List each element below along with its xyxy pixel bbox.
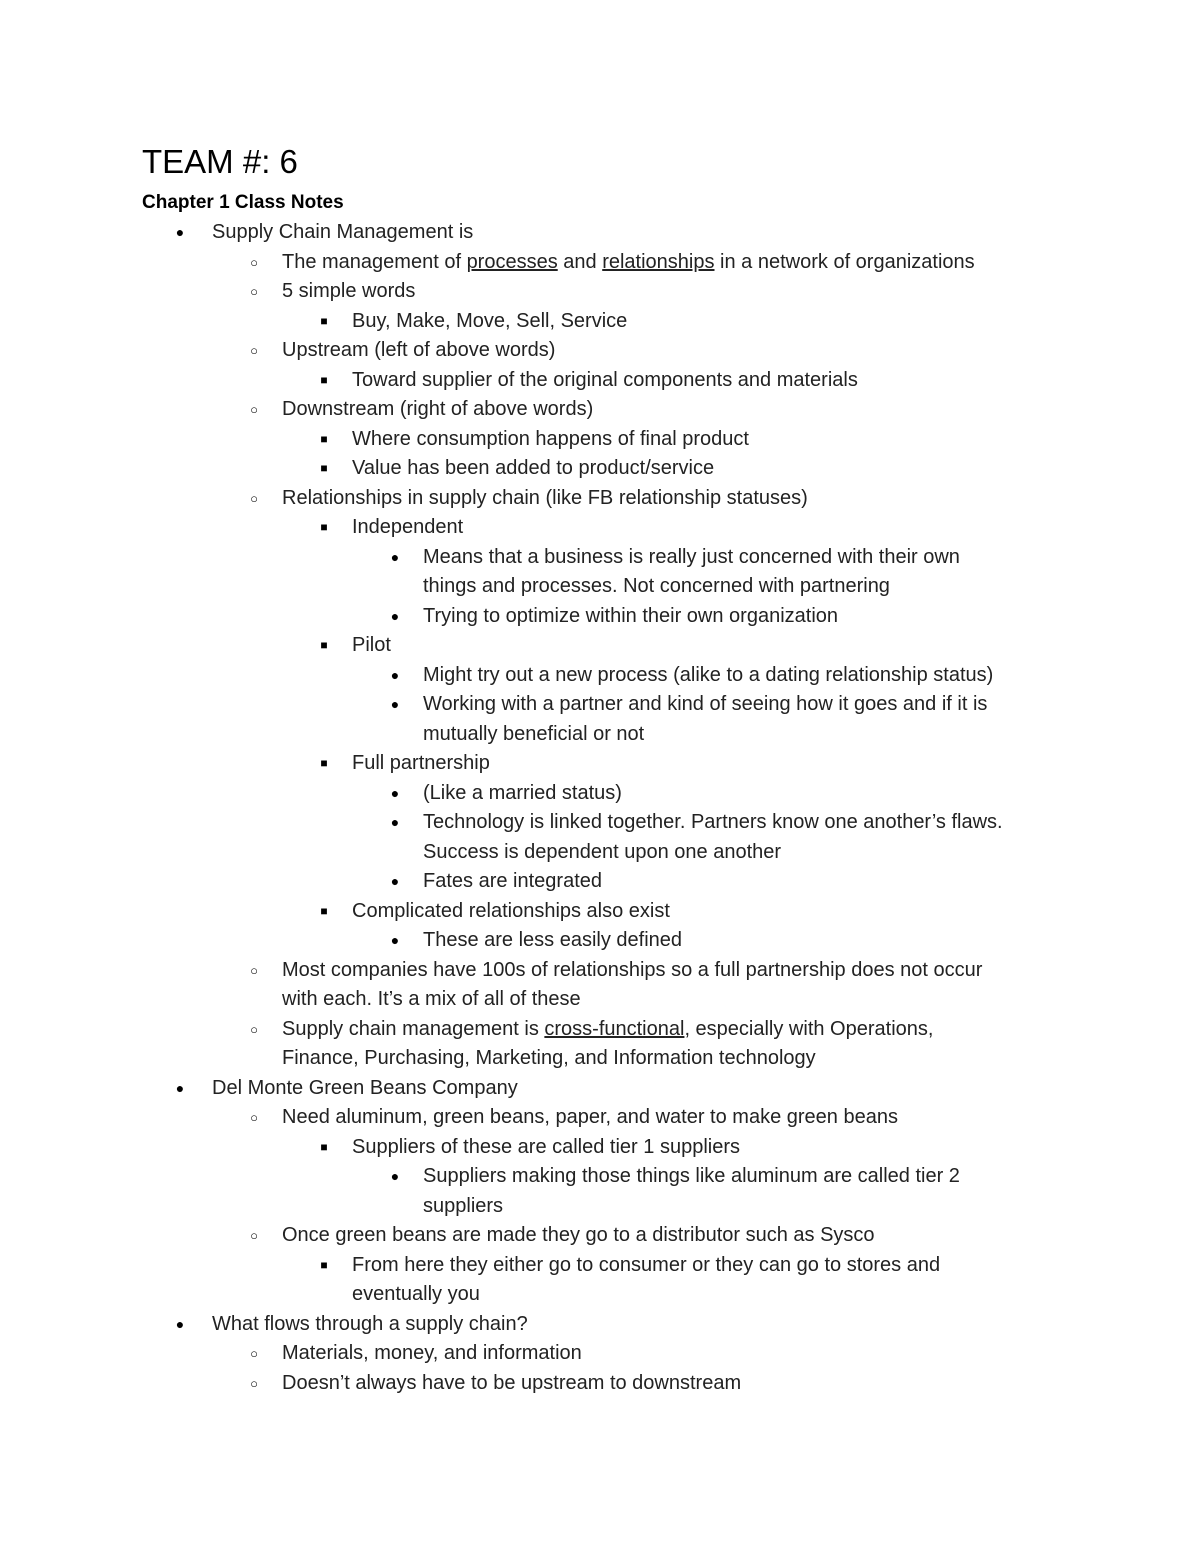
underlined-term: cross-functional (544, 1017, 685, 1040)
list-item (0, 484, 1200, 514)
square-bullet-icon: ■ (320, 638, 328, 652)
item-text: The management of (282, 250, 467, 273)
item-text: Relationships in supply chain (like FB relationship statuses) (282, 486, 808, 509)
page-title: TEAM #: 6 (142, 143, 298, 180)
item-text: Might try out a new process (alike to a dating relationship status) (423, 663, 994, 686)
item-text: Supply Chain Management is (212, 221, 474, 243)
disc-bullet-icon: ● (390, 873, 400, 889)
disc-bullet-icon: ● (390, 932, 400, 948)
list-item (0, 1015, 1200, 1045)
item-text: things and processes. Not concerned with partnering (423, 575, 890, 597)
list-item (0, 631, 1200, 661)
list-item (0, 425, 1200, 455)
list-item (0, 218, 1200, 248)
disc-bullet-icon: ● (390, 607, 400, 624)
disc-bullet-icon: ● (390, 784, 400, 801)
item-text: Suppliers making those things like aluminum are called tier 2 (423, 1165, 960, 1187)
circle-bullet-icon: ○ (250, 254, 258, 270)
circle-bullet-icon: ○ (250, 402, 258, 417)
circle-bullet-icon: ○ (250, 284, 258, 299)
list-item-continuation (0, 1280, 1200, 1310)
list-item (0, 1251, 1200, 1281)
list-item (0, 867, 1200, 897)
circle-bullet-icon: ○ (250, 1021, 258, 1037)
list-item-continuation (0, 1192, 1200, 1222)
item-text: Pilot (352, 634, 391, 656)
list-item-continuation (0, 1044, 1200, 1074)
list-item (0, 602, 1200, 632)
list-item (0, 1103, 1200, 1133)
list-item (0, 926, 1200, 956)
circle-bullet-icon: ○ (250, 343, 258, 358)
list-item (0, 336, 1200, 366)
circle-bullet-icon: ○ (250, 1375, 258, 1391)
item-text: Downstream (right of above words) (282, 398, 594, 420)
item-text: Technology is linked together. Partners know one another’s flaws. (423, 811, 1003, 833)
circle-bullet-icon: ○ (250, 1110, 258, 1125)
item-text: Del Monte Green Beans Company (212, 1076, 518, 1099)
item-text: Where consumption happens of final product (352, 427, 749, 450)
item-text: suppliers (423, 1194, 504, 1217)
item-text: Materials, money, and information (282, 1342, 582, 1364)
list-item-continuation (0, 720, 1200, 750)
list-item-continuation (0, 838, 1200, 868)
list-item (0, 1074, 1200, 1104)
item-text: eventually you (352, 1283, 480, 1305)
notes-list (0, 218, 1200, 1398)
square-bullet-icon: ■ (320, 431, 328, 446)
item-text: 5 simple words (282, 280, 416, 302)
item-text: with each. It’s a mix of all of these (282, 988, 581, 1010)
disc-bullet-icon: ● (390, 696, 400, 712)
item-text: mutually beneficial or not (423, 722, 645, 745)
list-item (0, 1133, 1200, 1163)
item-text: and (557, 250, 603, 273)
disc-bullet-icon: ● (175, 1315, 185, 1332)
list-item (0, 1221, 1200, 1251)
list-item (0, 690, 1200, 720)
list-item (0, 1162, 1200, 1192)
square-bullet-icon: ■ (320, 1257, 328, 1272)
item-text: Means that a business is really just concerned with their own (423, 545, 960, 568)
disc-bullet-icon: ● (175, 1079, 185, 1096)
list-item (0, 366, 1200, 396)
item-text: Doesn’t always have to be upstream to downstream (282, 1371, 742, 1394)
item-text: What flows through a supply chain? (212, 1312, 528, 1335)
circle-bullet-icon: ○ (250, 962, 258, 978)
section-heading: Chapter 1 Class Notes (142, 192, 344, 213)
list-item (0, 248, 1200, 278)
list-item (0, 543, 1200, 573)
item-text: Most companies have 100s of relationships so a full partnership does not occur (282, 958, 983, 981)
circle-bullet-icon: ○ (250, 1346, 258, 1361)
item-text: Need aluminum, green beans, paper, and water to make green beans (282, 1106, 898, 1128)
item-text: Fates are integrated (423, 870, 602, 892)
item-text: , especially with Operations, (684, 1017, 934, 1040)
item-text: Complicated relationships also exist (352, 899, 670, 922)
disc-bullet-icon: ● (390, 1168, 400, 1184)
list-item (0, 779, 1200, 809)
disc-bullet-icon: ● (390, 814, 400, 830)
disc-bullet-icon: ● (175, 224, 185, 240)
square-bullet-icon: ■ (320, 313, 328, 328)
list-item (0, 661, 1200, 691)
underlined-term: processes (466, 250, 558, 273)
underlined-term: relationships (602, 250, 715, 273)
item-text: Trying to optimize within their own organization (423, 604, 839, 627)
item-text: Working with a partner and kind of seeing how it goes and if it is (423, 693, 988, 715)
list-item (0, 454, 1200, 484)
list-item (0, 808, 1200, 838)
square-bullet-icon: ■ (320, 372, 328, 387)
list-item-continuation (0, 572, 1200, 602)
square-bullet-icon: ■ (320, 520, 328, 534)
item-text: From here they either go to consumer or they can go to stores and (352, 1253, 941, 1276)
item-text: Success is dependent upon one another (423, 840, 782, 863)
item-text: Finance, Purchasing, Marketing, and Information technology (282, 1047, 816, 1069)
item-text: Toward supplier of the original components and materials (352, 368, 858, 391)
item-text: These are less easily defined (423, 929, 683, 951)
list-item (0, 1339, 1200, 1369)
list-item (0, 307, 1200, 337)
item-text: (Like a married status) (423, 781, 622, 804)
list-item (0, 1369, 1200, 1399)
circle-bullet-icon: ○ (250, 1228, 258, 1243)
square-bullet-icon: ■ (320, 903, 328, 918)
item-text: Supply chain management is (282, 1017, 545, 1040)
item-text: in a network of organizations (714, 250, 975, 273)
list-item (0, 897, 1200, 927)
list-item (0, 513, 1200, 543)
disc-bullet-icon: ● (390, 666, 400, 683)
square-bullet-icon: ■ (320, 756, 328, 770)
list-item (0, 956, 1200, 986)
list-item (0, 277, 1200, 307)
list-item (0, 1310, 1200, 1340)
item-text: Full partnership (352, 752, 490, 774)
list-item (0, 749, 1200, 779)
circle-bullet-icon: ○ (250, 490, 258, 506)
item-text: Once green beans are made they go to a distributor such as Sysco (282, 1224, 875, 1246)
list-item-continuation (0, 985, 1200, 1015)
item-text: Value has been added to product/service (352, 457, 715, 479)
square-bullet-icon: ■ (320, 461, 328, 475)
item-text: Suppliers of these are called tier 1 suppliers (352, 1135, 740, 1158)
item-text: Independent (352, 516, 464, 538)
square-bullet-icon: ■ (320, 1139, 328, 1154)
item-text: Upstream (left of above words) (282, 339, 556, 361)
disc-bullet-icon: ● (390, 548, 400, 565)
item-text: Buy, Make, Move, Sell, Service (352, 309, 628, 332)
list-item (0, 395, 1200, 425)
